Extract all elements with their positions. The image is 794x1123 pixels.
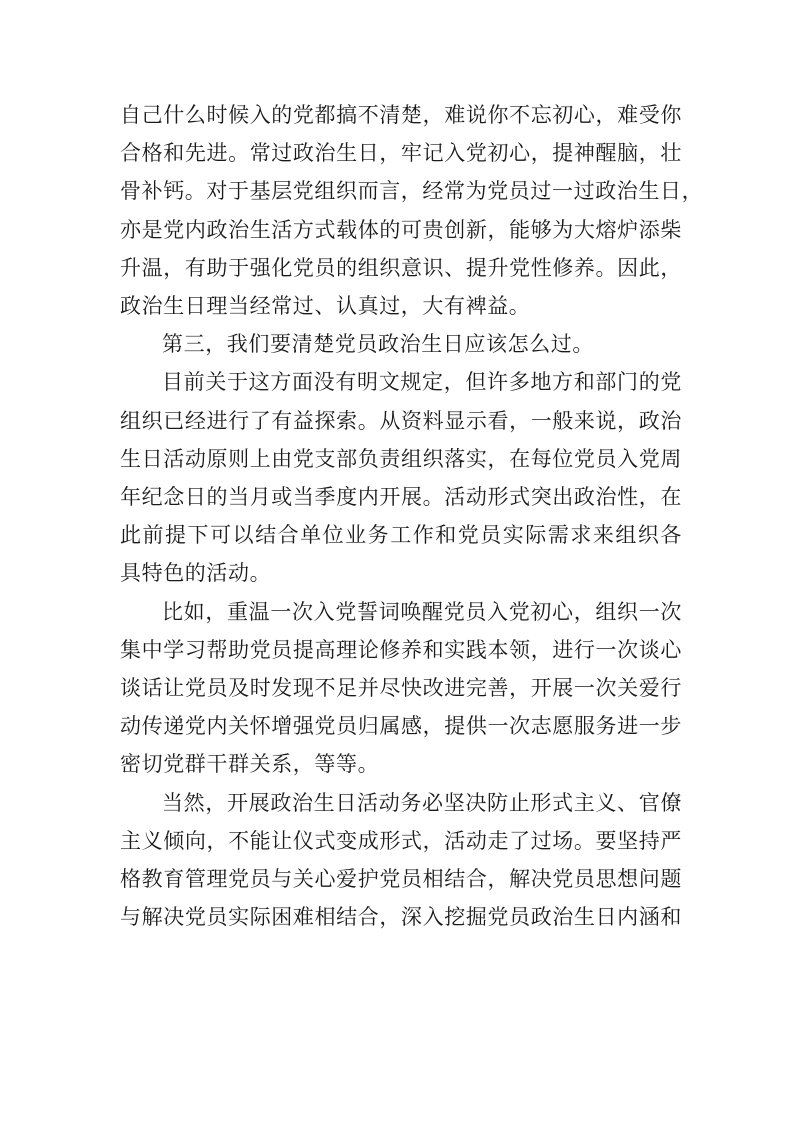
text-line: 政治生日理当经常过、认真过，大有裨益。 xyxy=(120,294,531,319)
text-line: 第三，我们要清楚党员政治生日应该怎么过。 xyxy=(162,332,594,357)
text-line: 组织已经进行了有益探索。从资料显示看，一般来说，政治 xyxy=(120,408,682,433)
text-line: 亦是党内政治生活方式载体的可贵创新，能够为大熔炉添柴 xyxy=(120,217,682,242)
text-line: 升温，有助于强化党员的组织意识、提升党性修养。因此， xyxy=(120,255,682,280)
text-line: 骨补钙。对于基层党组织而言，经常为党员过一过政治生日， xyxy=(120,179,704,204)
paragraph-p5 xyxy=(120,784,682,937)
text-line: 生日活动原则上由党支部负责组织落实，在每位党员入党周 xyxy=(120,446,682,471)
text-line: 自己什么时候入的党都搞不清楚，难说你不忘初心，难受你 xyxy=(120,103,682,127)
paragraph-p4 xyxy=(120,593,682,784)
text-line: 密切党群干群关系，等等。 xyxy=(120,752,380,777)
text-line: 具特色的活动。 xyxy=(120,561,272,586)
text-line: 当然，开展政治生日活动务必坚决防止形式主义、官僚 xyxy=(162,790,682,815)
paragraph-p3 xyxy=(120,363,682,592)
text-line: 主义倾向，不能让仪式变成形式，活动走了过场。要坚持严 xyxy=(120,828,682,853)
text-line: 集中学习帮助党员提高理论修养和实践本领，进行一次谈心 xyxy=(120,637,682,662)
paragraph-p1 xyxy=(120,96,704,325)
document-body xyxy=(120,96,704,936)
text-line: 与解决党员实际困难相结合，深入挖掘党员政治生日内涵和 xyxy=(120,905,682,930)
text-line: 比如，重温一次入党誓词唤醒党员入党初心，组织一次 xyxy=(162,599,682,624)
text-line: 目前关于这方面没有明文规定，但许多地方和部门的党 xyxy=(162,370,682,395)
text-line: 此前提下可以结合单位业务工作和党员实际需求来组织各 xyxy=(120,523,682,548)
text-line: 动传递党内关怀增强党员归属感，提供一次志愿服务进一步 xyxy=(120,714,682,739)
text-line: 格教育管理党员与关心爱护党员相结合，解决党员思想问题 xyxy=(120,867,682,892)
paragraph-p2 xyxy=(120,325,682,363)
text-line: 年纪念日的当月或当季度内开展。活动形式突出政治性，在 xyxy=(120,485,682,510)
text-line: 合格和先进。常过政治生日，牢记入党初心，提神醒脑，壮 xyxy=(120,141,682,166)
text-line: 谈话让党员及时发现不足并尽快改进完善，开展一次关爱行 xyxy=(120,676,682,701)
